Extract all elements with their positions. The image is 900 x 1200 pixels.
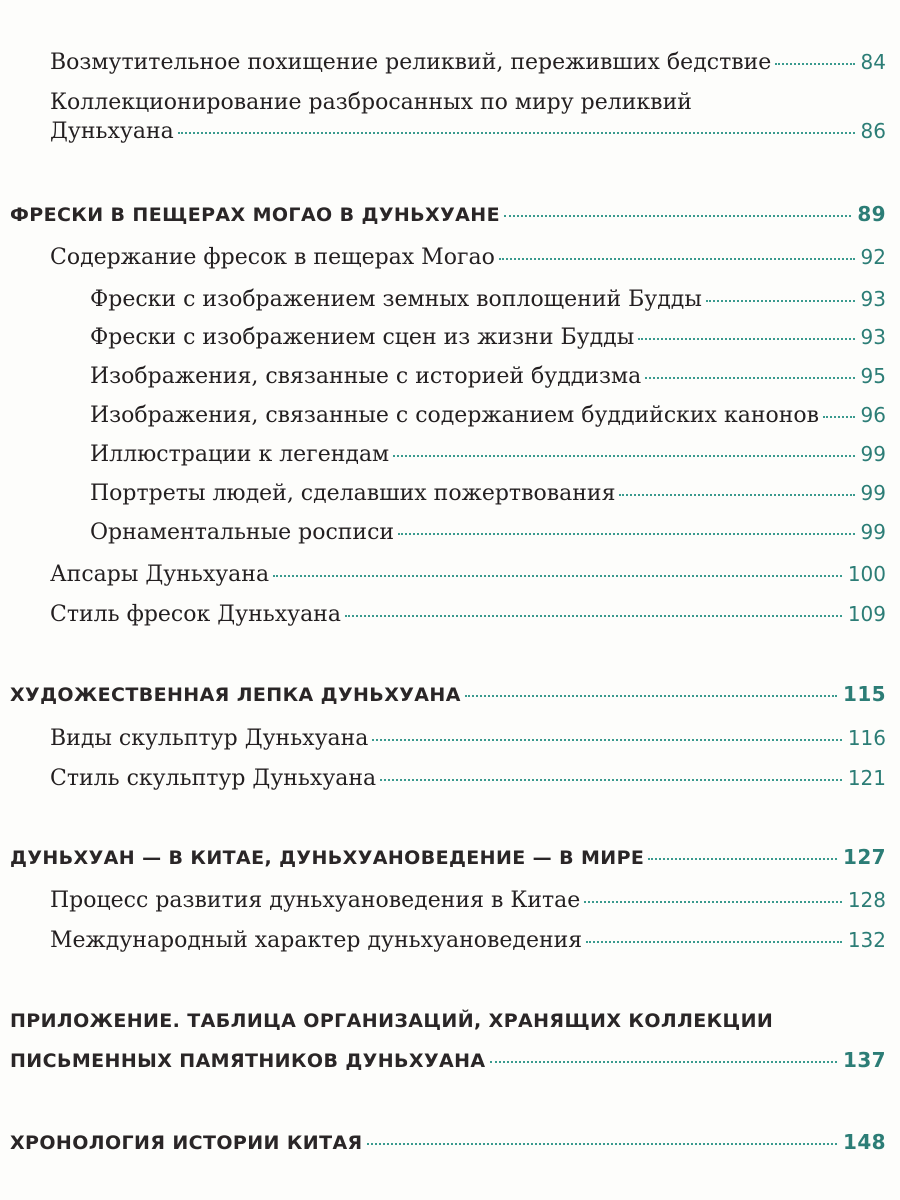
toc-page-number: 84 <box>860 50 886 74</box>
toc-section-title: ДУНЬХУАН — В КИТАЕ, ДУНЬХУАНОВЕДЕНИЕ — В МИРЕ <box>10 847 645 869</box>
toc-entry-title: Апсары Дуньхуана <box>50 562 270 587</box>
leader-dots <box>648 858 837 860</box>
toc-section-appendix[interactable] <box>10 1048 886 1073</box>
toc-subentry[interactable] <box>90 442 886 468</box>
toc-page-number: 127 <box>843 845 886 869</box>
toc-page-number: 99 <box>860 442 886 466</box>
leader-dots <box>586 941 842 943</box>
toc-entry-apsaras[interactable] <box>50 562 886 588</box>
leader-dots <box>490 1061 838 1063</box>
toc-section-title-line1: ПРИЛОЖЕНИЕ. ТАБЛИЦА ОРГАНИЗАЦИЙ, ХРАНЯЩИХ КОЛЛЕКЦИИ <box>10 1010 774 1032</box>
leader-dots <box>775 63 854 65</box>
toc-page-number: 148 <box>843 1130 886 1154</box>
leader-dots <box>645 377 854 379</box>
toc-entry-studies-world[interactable] <box>50 928 886 954</box>
toc-section-dunhuang-studies[interactable] <box>10 845 886 870</box>
toc-entry-title: Дуньхуана <box>50 119 174 144</box>
leader-dots <box>178 132 855 134</box>
toc-page-number: 93 <box>860 287 886 311</box>
toc-section-title: ФРЕСКИ В ПЕЩЕРАХ МОГАО В ДУНЬХУАНЕ <box>10 204 500 226</box>
toc-page-number: 86 <box>860 119 886 143</box>
toc-page-number: 100 <box>847 562 886 586</box>
toc-section-sculpture[interactable] <box>10 682 886 707</box>
toc-entry-frescoes-content[interactable] <box>50 245 886 271</box>
toc-page-number: 128 <box>847 888 886 912</box>
toc-subentry[interactable] <box>90 481 886 507</box>
leader-dots <box>638 338 854 340</box>
leader-dots <box>380 779 842 781</box>
toc-entry-collecting-relics[interactable] <box>50 119 886 145</box>
toc-page-number: 132 <box>847 928 886 952</box>
toc-section-title: ПИСЬМЕННЫХ ПАМЯТНИКОВ ДУНЬХУАНА <box>10 1050 486 1072</box>
leader-dots <box>393 455 854 457</box>
toc-entry-title: Портреты людей, сделавших пожертвования <box>90 481 616 506</box>
toc-section-chronology[interactable] <box>10 1130 886 1155</box>
toc-page-number: 92 <box>860 245 886 269</box>
leader-dots <box>706 300 855 302</box>
toc-entry-title: Иллюстрации к легендам <box>90 442 390 467</box>
toc-entry-sculpture-style[interactable] <box>50 766 886 792</box>
toc-entry-title: Орнаментальные росписи <box>90 520 395 545</box>
toc-page-number: 115 <box>843 682 886 706</box>
leader-dots <box>619 494 854 496</box>
toc-entry-fresco-style[interactable] <box>50 602 886 628</box>
toc-page-number: 95 <box>860 364 886 388</box>
leader-dots <box>345 615 842 617</box>
toc-subentry[interactable] <box>90 520 886 546</box>
leader-dots <box>504 215 851 217</box>
leader-dots <box>273 575 842 577</box>
toc-page-number: 93 <box>860 325 886 349</box>
toc-entry-title: Процесс развития дуньхуановедения в Китае <box>50 888 581 913</box>
leader-dots <box>372 739 841 741</box>
toc-section-frescoes[interactable] <box>10 202 886 227</box>
toc-section-title: ХРОНОЛОГИЯ ИСТОРИИ КИТАЯ <box>10 1132 363 1154</box>
toc-entry-title: Международный характер дуньхуановедения <box>50 928 583 953</box>
toc-page-number: 121 <box>847 766 886 790</box>
leader-dots <box>465 695 837 697</box>
toc-entry-title: Стиль скульптур Дуньхуана <box>50 766 377 791</box>
toc-entry-relics-theft[interactable] <box>50 50 886 76</box>
toc-page-number: 89 <box>857 202 886 226</box>
toc-section-title: ХУДОЖЕСТВЕННАЯ ЛЕПКА ДУНЬХУАНА <box>10 684 461 706</box>
toc-entry-title: Изображения, связанные с содержанием буддийских канонов <box>90 403 820 428</box>
toc-page-number: 137 <box>843 1048 886 1072</box>
leader-dots <box>367 1143 837 1145</box>
toc-entry-title: Виды скульптур Дуньхуана <box>50 726 369 751</box>
toc-entry-title-line1: Коллекционирование разбросанных по миру реликвий <box>50 90 692 115</box>
leader-dots <box>499 258 855 260</box>
toc-subentry[interactable] <box>90 403 886 429</box>
leader-dots <box>823 416 855 418</box>
toc-page-number: 96 <box>860 403 886 427</box>
toc-entry-title: Изображения, связанные с историей буддизма <box>90 364 642 389</box>
toc-entry-title: Стиль фресок Дуньхуана <box>50 602 341 627</box>
toc-subentry[interactable] <box>90 364 886 390</box>
toc-page-number: 99 <box>860 520 886 544</box>
leader-dots <box>398 533 854 535</box>
toc-page-number: 99 <box>860 481 886 505</box>
toc-entry-sculpture-types[interactable] <box>50 726 886 752</box>
leader-dots <box>584 901 841 903</box>
toc-entry-studies-china[interactable] <box>50 888 886 914</box>
toc-entry-title: Содержание фресок в пещерах Могао <box>50 245 495 270</box>
toc-entry-title: Фрески с изображением земных воплощений Будды <box>90 287 702 312</box>
toc-entry-title: Фрески с изображением сцен из жизни Будды <box>90 325 635 350</box>
toc-entry-title: Возмутительное похищение реликвий, переживших бедствие <box>50 50 772 75</box>
toc-subentry[interactable] <box>90 287 886 313</box>
toc-page-number: 116 <box>847 726 886 750</box>
toc-page-number: 109 <box>847 602 886 626</box>
toc-subentry[interactable] <box>90 325 886 351</box>
